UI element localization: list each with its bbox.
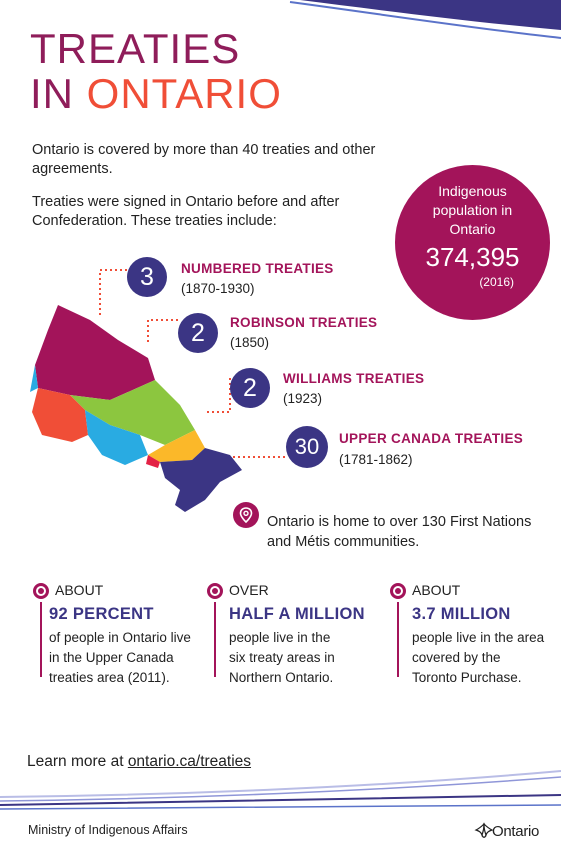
treaties-link[interactable]: ontario.ca/treaties: [127, 753, 252, 770]
intro-paragraph-1: Ontario is covered by more than 40 treaties and other agreements.: [32, 142, 376, 177]
stat-prefix: OVER: [229, 582, 269, 598]
map-region-northwest: [35, 305, 155, 400]
robinson-treaties-years: (1850): [230, 335, 270, 350]
intro-paragraph-2: Treaties were signed in Ontario before and after Confederation. These treaties include:: [32, 194, 340, 229]
ontario-map: [30, 260, 330, 520]
stat-headline: 3.7 MILLION: [412, 605, 511, 623]
page-title-line1: TREATIES: [30, 25, 241, 72]
stat-divider: [40, 602, 42, 677]
communities-text: Ontario is home to over 130 First Nations and Métis communities.: [267, 514, 532, 550]
stat-description: people live in the six treaty areas in Northern Ontario.: [229, 630, 335, 685]
robinson-treaties-count: 2: [178, 313, 218, 353]
stat-prefix: ABOUT: [55, 582, 104, 598]
robinson-treaties-name: ROBINSON TREATIES: [230, 315, 378, 330]
stat-bullet-icon: [33, 583, 49, 599]
stat-bullet-icon: [390, 583, 406, 599]
upper-canada-treaties-years: (1781-1862): [339, 452, 413, 467]
ontario-logo: [474, 819, 554, 843]
stat-bullet-icon: [207, 583, 223, 599]
page-title-line2: IN ONTARIO: [30, 70, 282, 117]
population-year: (2016): [479, 275, 514, 289]
numbered-treaties-name: NUMBERED TREATIES: [181, 261, 334, 276]
numbered-treaties-count: 3: [127, 257, 167, 297]
ministry-name: Ministry of Indigenous Affairs: [28, 823, 188, 837]
bottom-swoosh-decoration: [0, 765, 561, 810]
upper-canada-treaties-count: 30: [286, 426, 328, 468]
population-value: 374,395: [425, 242, 520, 272]
stat-description: of people in Ontario live in the Upper Canada treaties area (2011).: [49, 630, 191, 685]
upper-canada-treaties-name: UPPER CANADA TREATIES: [339, 431, 524, 446]
population-badge: [395, 165, 550, 320]
williams-treaties-count: 2: [230, 368, 270, 408]
williams-treaties-name: WILLIAMS TREATIES: [283, 371, 425, 386]
ontario-logo-text: Ontario: [492, 823, 540, 840]
stat-description: people live in the area covered by the Toronto Purchase.: [412, 630, 545, 685]
stat-headline: 92 PERCENT: [49, 605, 154, 623]
stat-divider: [214, 602, 216, 677]
stat-divider: [397, 602, 399, 677]
stat-headline: HALF A MILLION: [229, 605, 365, 623]
location-pin-icon: [233, 502, 259, 528]
stat-prefix: ABOUT: [412, 582, 461, 598]
trillium-icon: [474, 821, 494, 841]
numbered-treaties-years: (1870-1930): [181, 281, 255, 296]
learn-more-prefix: Learn more at: [27, 753, 128, 770]
williams-treaties-years: (1923): [283, 391, 323, 406]
population-label: Indigenous population in Ontario: [432, 183, 513, 237]
